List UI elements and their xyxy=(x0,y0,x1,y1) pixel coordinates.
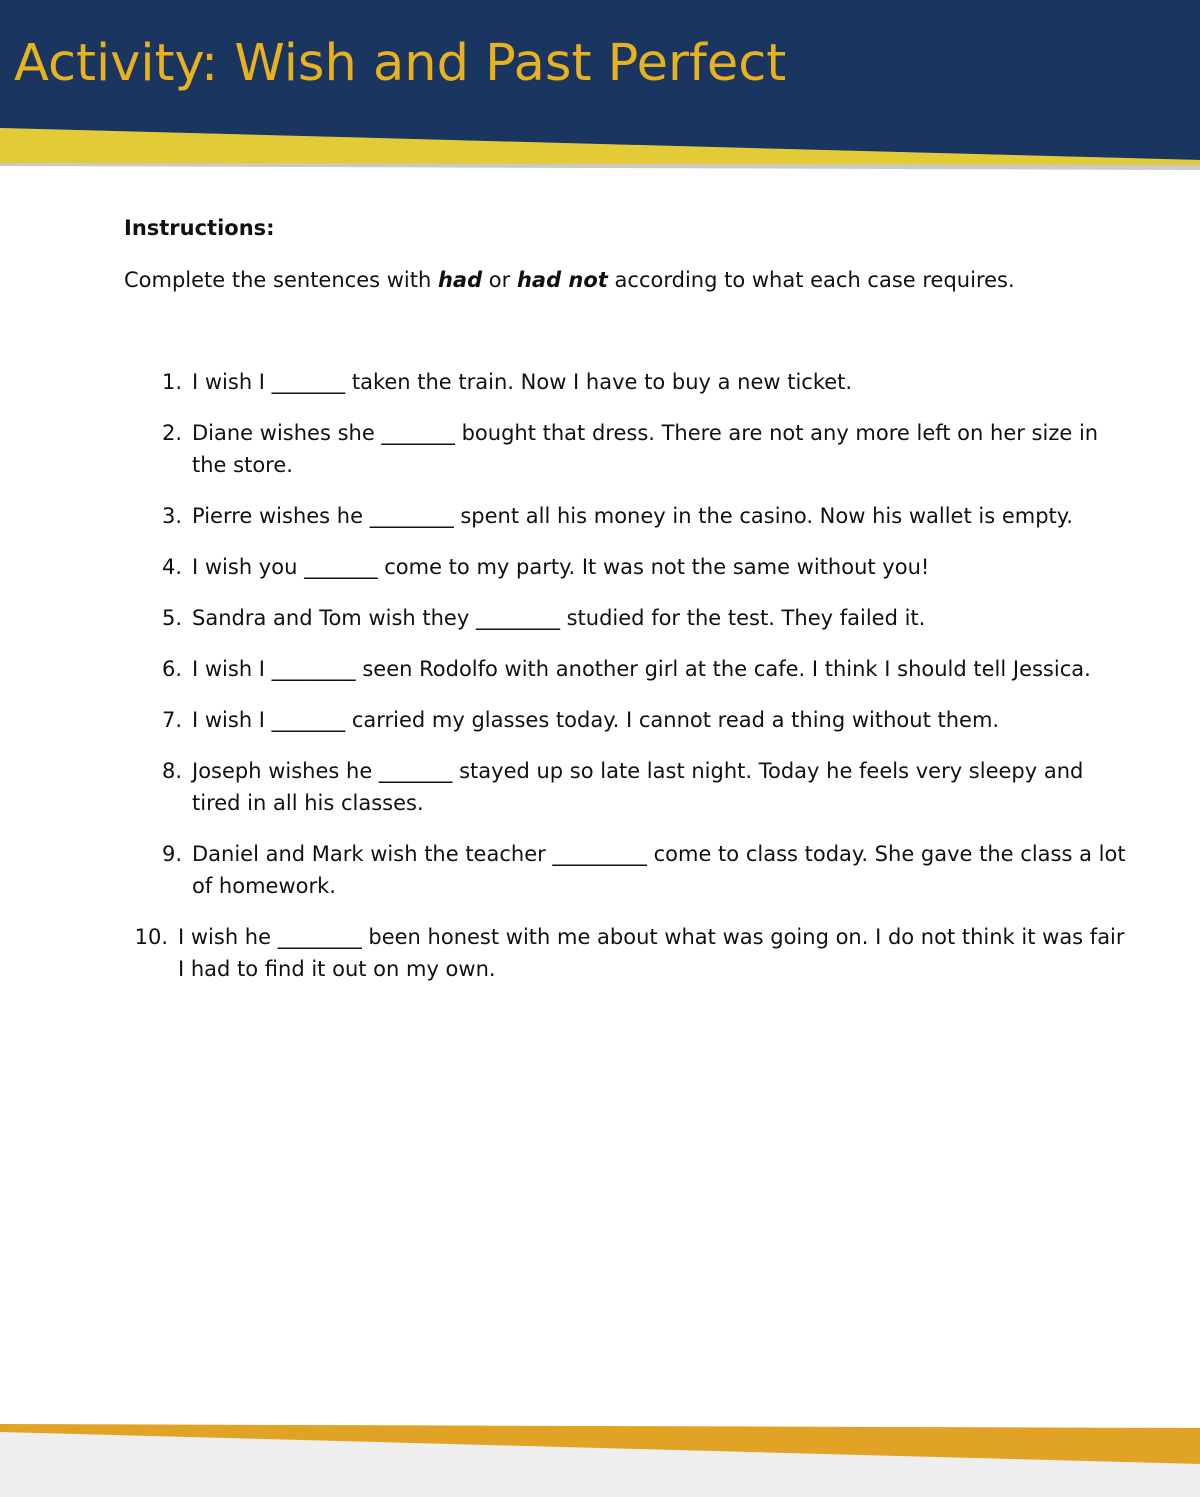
question-item xyxy=(124,417,1134,481)
question-item xyxy=(124,704,1134,736)
question-number: 4. xyxy=(161,555,182,579)
instructions-text-after: according to what each case requires. xyxy=(607,268,1015,292)
question-number: 9. xyxy=(161,842,182,866)
question-number: 5. xyxy=(161,606,182,630)
question-text: I wish I ________ seen Rodolfo with another girl at the cafe. I think I should tell Jessica. xyxy=(192,657,1091,681)
question-number: 6. xyxy=(161,657,182,681)
page-title: Activity: Wish and Past Perfect xyxy=(14,34,787,93)
instructions-text xyxy=(124,264,1134,296)
question-text: I wish he ________ been honest with me about what was going on. I do not think it was fair I had to find it out on my own. xyxy=(178,925,1125,981)
instructions-text-before: Complete the sentences with xyxy=(124,268,438,292)
question-text: I wish you _______ come to my party. It was not the same without you! xyxy=(192,555,930,579)
question-number: 10. xyxy=(134,925,168,949)
question-number: 1. xyxy=(161,370,182,394)
question-item xyxy=(124,653,1134,685)
question-number: 3. xyxy=(161,504,182,528)
instructions-keyword-had: had xyxy=(437,268,483,292)
question-text: I wish I _______ carried my glasses today. I cannot read a thing without them. xyxy=(192,708,1000,732)
instructions-text-middle: or xyxy=(482,268,517,292)
question-number: 2. xyxy=(161,421,182,445)
question-item xyxy=(124,500,1134,532)
question-item xyxy=(124,602,1134,634)
question-item xyxy=(124,366,1134,398)
footer-banner xyxy=(0,1420,1200,1497)
question-item xyxy=(124,551,1134,583)
question-number: 8. xyxy=(161,759,182,783)
question-text: Daniel and Mark wish the teacher _________ come to class today. She gave the class a lot of homework. xyxy=(192,842,1126,898)
question-item xyxy=(124,921,1134,985)
question-item xyxy=(124,755,1134,819)
worksheet-content xyxy=(124,212,1134,1004)
question-text: Joseph wishes he _______ stayed up so late last night. Today he feels very sleepy and tired in all his classes. xyxy=(192,759,1084,815)
question-number: 7. xyxy=(161,708,182,732)
question-item xyxy=(124,838,1134,902)
question-list xyxy=(124,366,1134,985)
question-text: Sandra and Tom wish they ________ studied for the test. They failed it. xyxy=(192,606,926,630)
question-text: Diane wishes she _______ bought that dress. There are not any more left on her size in the store. xyxy=(192,421,1099,477)
question-text: I wish I _______ taken the train. Now I have to buy a new ticket. xyxy=(192,370,853,394)
instructions-keyword-had-not: had not xyxy=(516,268,608,292)
instructions-heading: Instructions: xyxy=(124,216,275,240)
question-text: Pierre wishes he ________ spent all his money in the casino. Now his wallet is empty. xyxy=(192,504,1073,528)
